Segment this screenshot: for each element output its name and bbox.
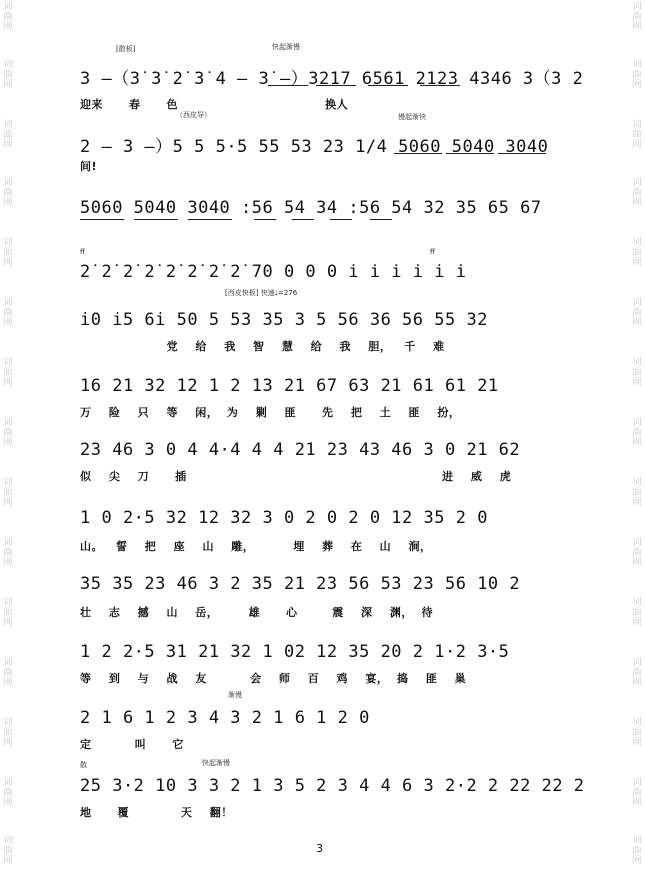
watermark: 词 曲 网	[3, 836, 13, 866]
watermark: 词 曲 网	[3, 298, 13, 328]
watermark: 词 曲 网	[632, 598, 642, 628]
watermark: 词 曲 网	[3, 658, 13, 688]
watermark: 词 曲 网	[3, 478, 13, 508]
underline-beam	[446, 153, 494, 154]
underline-beam	[368, 85, 408, 86]
notation-line: 1 2 2·5 31 21 32 1 02 12 35 20 2 1·2 3·5	[80, 642, 510, 662]
watermark: 词 曲 网	[3, 60, 13, 90]
notation-line: 2 – 3 –）5 5 5·5 55 53 23 1/4 5060 5040 3040	[80, 137, 549, 157]
watermark: 词 曲 网	[632, 478, 642, 508]
underline-beam	[330, 219, 352, 220]
underline-beam	[188, 219, 232, 220]
watermark: 词 曲 网	[632, 120, 642, 150]
lyrics-line: 万 险 只 等 闲， 为 剿 匪 先 把 土 匪 扮，	[80, 406, 461, 419]
page-number: 3	[316, 842, 323, 855]
notation-line: i0 i5 6i 50 5 53 35 3 5 56 36 56 55 32	[80, 310, 488, 330]
lyrics-line: 间!	[80, 160, 98, 173]
watermark: 词 曲 网	[3, 598, 13, 628]
watermark: 词 曲 网	[632, 358, 642, 388]
watermark: 词 曲 网	[632, 658, 642, 688]
underline-beam	[134, 219, 178, 220]
tempo-mark: 快起渐慢	[202, 759, 230, 767]
notation-line: 3 –（3̇ 3̇ 2̇ 3̇ 4 – 3̇ –）3217 6561 2123 4346 3（3 2	[80, 69, 584, 89]
notation-line: 2̇ 2̇ 2̇ 2̇ 2̇ 2̇ 2̇ 2̇ 70 0 0 0 i̇ i̇ i̇ i̇ i̇ i̇	[80, 262, 467, 282]
underline-beam	[316, 85, 356, 86]
notation-line: 2 1 6 1 2 3 4 3 2 1 6 1 2 0	[80, 708, 370, 728]
watermark: 词 曲 网	[3, 178, 13, 208]
watermark: 词 曲 网	[632, 778, 642, 808]
tempo-mark: 渐慢	[228, 691, 242, 699]
lyrics-line: 等 到 与 战 友 会 师 百 鸡 宴， 捣 匪 巢	[80, 672, 467, 685]
left-watermark-column	[0, 0, 18, 891]
watermark: 词 曲 网	[632, 718, 642, 748]
watermark: 词 曲 网	[632, 538, 642, 568]
watermark: 词 曲 网	[3, 358, 13, 388]
right-watermark-column	[627, 0, 645, 891]
underline-beam	[292, 219, 314, 220]
underline-beam	[420, 85, 460, 86]
tempo-mark: 散	[80, 761, 87, 769]
underline-beam	[254, 219, 276, 220]
notation-line: 5060 5040 3040 :56 54 34 :56 54 32 35 65 67	[80, 198, 542, 218]
notation-line: 1 0 2·5 32 12 32 3 0 2 0 2 0 12 35 2 0	[80, 508, 488, 528]
watermark: 词 曲 网	[632, 60, 642, 90]
watermark: 词 曲 网	[632, 178, 642, 208]
watermark: 词 曲 网	[3, 718, 13, 748]
tempo-mark: 快起渐慢	[272, 43, 300, 51]
watermark: 词 曲 网	[3, 238, 13, 268]
lyrics-line: 山。 誓 把 座 山 雕， 埋 葬 在 山 涧，	[80, 540, 432, 553]
underline-beam	[370, 219, 392, 220]
watermark: 词 曲 网	[632, 238, 642, 268]
lyrics-line: 迎来 春 色 换人	[80, 98, 349, 111]
underline-beam	[394, 153, 442, 154]
lyrics-line: 党 给 我 智 慧 给 我 胆， 千 难	[80, 340, 445, 353]
watermark: 词 曲 网	[3, 778, 13, 808]
watermark: 词 曲 网	[3, 418, 13, 448]
notation-line: 25 3·2 10 3 3 2 1 3 5 2 3 4 4 6 3 2·2 2 22 22 2	[80, 776, 585, 796]
watermark: 词 曲 网	[3, 120, 13, 150]
notation-line: 16 21 32 12 1 2 13 21 67 63 21 61 61 21	[80, 376, 499, 396]
underline-beam	[80, 219, 124, 220]
notation-line: 35 35 23 46 3 2 35 21 23 56 53 23 56 10 2	[80, 574, 521, 594]
underline-beam	[268, 85, 308, 86]
dynamics-mark: ff	[430, 248, 435, 256]
tempo-mark: 慢起渐快	[398, 113, 426, 121]
tempo-mark: [散板]	[116, 45, 136, 53]
section-mark: （西皮导）	[176, 111, 211, 119]
watermark: 词 曲 网	[632, 2, 642, 32]
dynamics-mark: ff	[80, 248, 85, 256]
watermark: 词 曲 网	[3, 2, 13, 32]
lyrics-line: 似 尖 刀 插 进 威 虎	[80, 470, 512, 483]
lyrics-line: 地 覆 天 翻！	[80, 806, 233, 819]
watermark: 词 曲 网	[632, 836, 642, 866]
watermark: 词 曲 网	[3, 538, 13, 568]
lyrics-line: 定 叫 它	[80, 738, 184, 751]
tempo-mark: [西皮快板] 快速♩=276	[225, 289, 298, 297]
notation-line: 23 46 3 0 4 4·4 4 4 21 23 43 46 3 0 21 62	[80, 440, 521, 460]
watermark: 词 曲 网	[632, 298, 642, 328]
lyrics-line: 壮 志 撼 山 岳， 雄 心 震 深 渊， 待	[80, 606, 433, 619]
underline-beam	[498, 153, 546, 154]
watermark: 词 曲 网	[632, 418, 642, 448]
